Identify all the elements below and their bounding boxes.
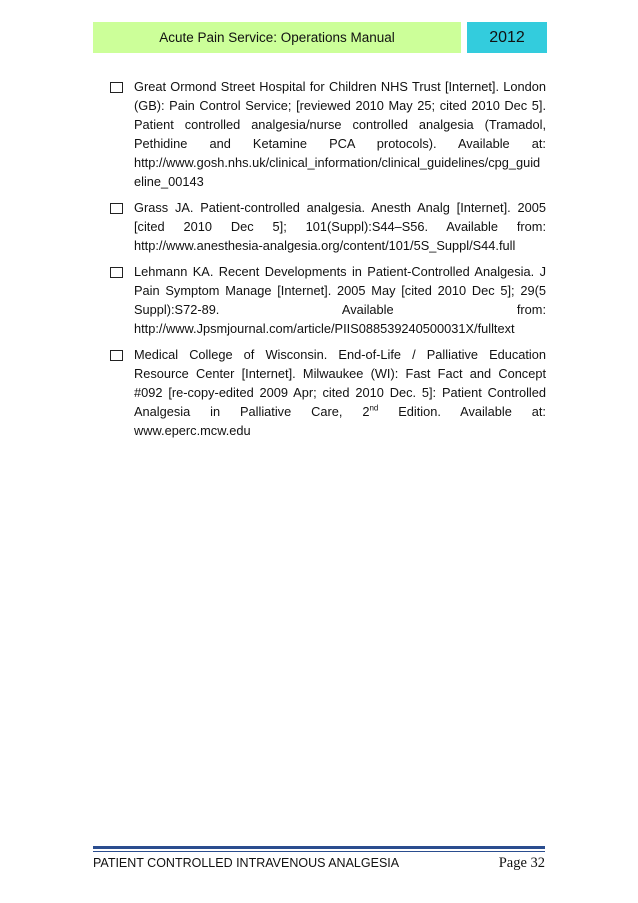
checkbox-bullet-icon: [110, 350, 123, 361]
reference-text-part: Edition. Available at: www.eperc.mcw.edu: [134, 404, 546, 438]
footer-rule-thick: [93, 846, 545, 849]
reference-text-part: Medical College of Wisconsin. End-of-Life / Palliative Education Resource Center [Internet]. Milwaukee (WI): Fast Fact and Concept #092 [re-copy-edited 2009 Apr; cited 2010 Dec. 5]: Patient Controlled Analgesia in Palliative Care, 2: [134, 347, 546, 419]
footer-rule-thin: [93, 851, 545, 852]
page-number: Page 32: [498, 855, 545, 871]
reference-item: [110, 345, 546, 440]
reference-text: [134, 345, 546, 440]
checkbox-bullet-icon: [110, 203, 123, 214]
checkbox-bullet-icon: [110, 82, 123, 93]
reference-item: [110, 77, 546, 191]
footer-section-title: PATIENT CONTROLLED INTRAVENOUS ANALGESIA: [93, 856, 400, 870]
page-header: [93, 22, 547, 53]
reference-text: Grass JA. Patient-controlled analgesia. Anesth Analg [Internet]. 2005 [cited 2010 Dec 5]; 101(Suppl):S44–S56. Available from: http://www.anesthesia-analgesia.org/content/101/5S_Suppl/S44.full: [134, 200, 546, 253]
reference-list: [110, 77, 546, 447]
reference-text: Lehmann KA. Recent Developments in Patient-Controlled Analgesia. J Pain Symptom Manage [Internet]. 2005 May [cited 2010 Dec 5]; 29(5 Suppl):S72-89. Available from: http://www.Jpsmjournal.com/article/PIIS088539240500031X/fulltext: [134, 264, 546, 336]
page-footer: [93, 855, 545, 872]
reference-text: Great Ormond Street Hospital for Children NHS Trust [Internet]. London (GB): Pain Control Service; [reviewed 2010 May 25; cited 2010 Dec 5]. Patient controlled analgesia/nurse controlled analgesia (Tramadol, Pethidine and Ketamine PCA protocols). Available at: http://www.gosh.nhs.uk/clinical_information/clinical_guidelines/cpg_guideline_00143: [134, 79, 546, 189]
header-year: 2012: [467, 22, 547, 53]
checkbox-bullet-icon: [110, 267, 123, 278]
ordinal-superscript: nd: [369, 403, 379, 413]
reference-item: [110, 198, 546, 255]
reference-item: [110, 262, 546, 338]
header-title: Acute Pain Service: Operations Manual: [93, 22, 461, 53]
